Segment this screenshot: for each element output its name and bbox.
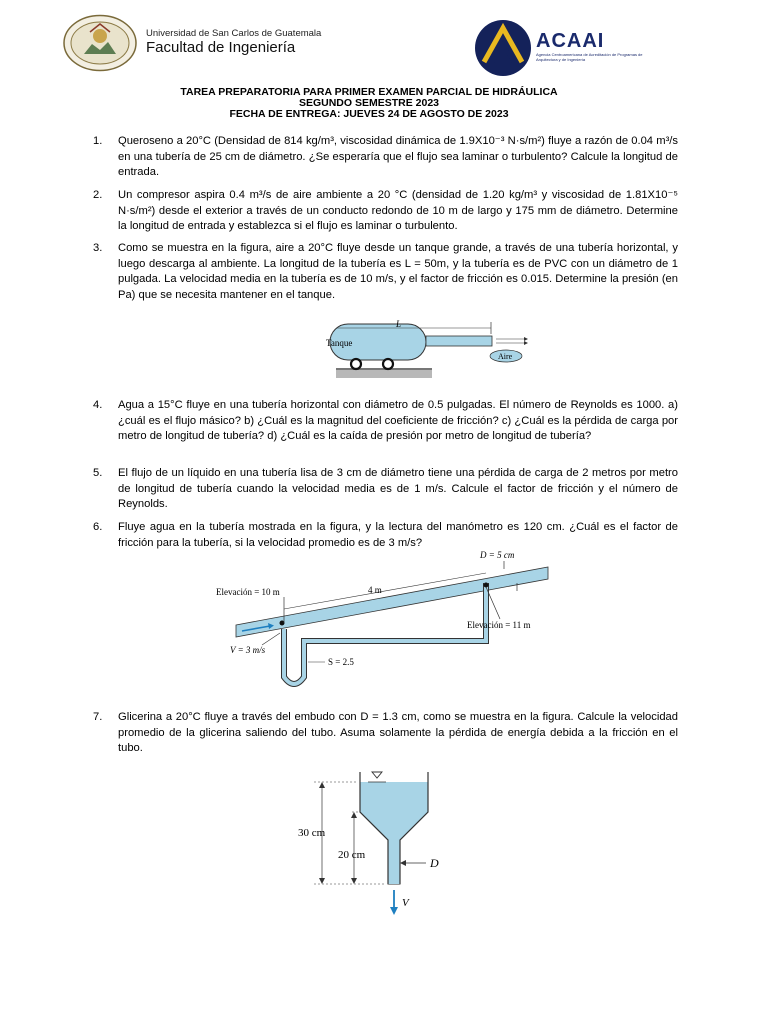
title-line-3: FECHA DE ENTREGA: JUEVES 24 DE AGOSTO DE 2023: [229, 108, 509, 120]
question-number: 5.: [93, 467, 103, 479]
question-4: [93, 398, 678, 445]
question-3: [93, 241, 678, 303]
question-5: [93, 466, 678, 513]
question-number: 6.: [93, 521, 103, 533]
pipe: [426, 336, 492, 346]
tank-label: Tanque: [326, 338, 353, 348]
question-1: [93, 134, 678, 181]
figure-funnel: [296, 764, 456, 924]
velocity-arrow-icon: [390, 907, 398, 915]
free-surface-icon: [372, 772, 382, 778]
length-label: 4 m: [368, 585, 382, 595]
height-30-label: 30 cm: [298, 827, 326, 839]
figure-tank-pipe: [326, 312, 536, 382]
question-number: 7.: [93, 711, 103, 723]
usac-seal-icon: [62, 14, 138, 72]
question-text: Queroseno a 20°C (Densidad de 814 kg/m³, viscosidad dinámica de 1.9X10⁻³ N·s/m²) fluye a razón de 0.04 m³/s en una tubería de 25 cm de diámetro. ¿Se esperaría que el flujo sea laminar o turbulento? Calcule la longitud de entrada.: [118, 135, 678, 178]
air-label: Aire: [498, 352, 513, 361]
elevation-2-label: Elevación = 11 m: [467, 620, 531, 630]
question-number: 4.: [93, 399, 103, 411]
velocity-label: V = 3 m/s: [230, 645, 266, 655]
length-label: L: [396, 319, 402, 329]
question-number: 2.: [93, 189, 103, 201]
university-name: Universidad de San Carlos de Guatemala: [146, 28, 322, 39]
document-title: [0, 87, 768, 120]
question-text: El flujo de un líquido en una tubería lisa de 3 cm de diámetro tiene una pérdida de carga de 2 metros por metro de longitud de tubería cuando la velocidad media es de 1 m/s. Calcule el factor de fricción y el número de Reynolds.: [118, 467, 678, 510]
height-20-label: 20 cm: [338, 849, 366, 861]
acaai-subtitle: Agencia Centroamericana de Acreditación de Programas de Arquitectura y de Ingeniería: [536, 52, 643, 62]
question-text: Glicerina a 20°C fluye a través del embudo con D = 1.3 cm, como se muestra en la figura. Calcule la velocidad promedio de la glicerina saliendo del tubo. Asuma solamente la pérdida de energía debida a la fricción en el tubo.: [118, 711, 678, 754]
title-line-1: TAREA PREPARATORIA PARA PRIMER EXAMEN PARCIAL DE HIDRÁULICA: [180, 86, 558, 98]
acaai-name: ACAAI: [536, 30, 605, 52]
acaai-logo-icon: [474, 18, 532, 78]
question-7: [93, 710, 678, 757]
question-number: 3.: [93, 242, 103, 254]
elevation-1-label: Elevación = 10 m: [216, 587, 280, 597]
diameter-label: D: [430, 856, 439, 870]
velocity-label: V: [402, 897, 409, 909]
question-text: Como se muestra en la figura, aire a 20°C fluye desde un tanque grande, a través de una tubería horizontal, y luego descarga al ambiente. La longitud de la tubería es L = 50m, y la tubería es de PVC con un diámetro de 1 pulgada. La velocidad media en la tubería es de 10 m/s, y el factor de fricción es 0.015. Determine la presión (en Pa) que se necesita mantener en el tanque.: [118, 242, 678, 301]
glycerin: [360, 782, 428, 884]
figure-manometer-pipe: [212, 545, 562, 695]
diameter-label: D = 5 cm: [480, 550, 515, 560]
question-2: [93, 188, 678, 235]
question-text: Fluye agua en la tubería mostrada en la figura, y la lectura del manómetro es 120 cm. ¿Cuál es el factor de fricción para la tubería, si la velocidad promedio es de 3 m/s?: [118, 521, 678, 549]
specific-gravity-label: S = 2.5: [328, 657, 354, 667]
faculty-name: Facultad de Ingeniería: [146, 39, 296, 56]
question-number: 1.: [93, 135, 103, 147]
question-text: Agua a 15°C fluye en una tubería horizontal con diámetro de 0.5 pulgadas. El número de Reynolds es 1000. a) ¿cuál es el flujo másico? b) ¿Cuál es la magnitud del coeficiente de fricción? c) ¿Cuál es la pérdida de carga por metro de longitud de tubería? d) ¿Cuál es la caída de presión por metro de longitud de tubería?: [118, 399, 678, 442]
title-line-2: SEGUNDO SEMESTRE 2023: [298, 97, 440, 109]
question-text: Un compresor aspira 0.4 m³/s de aire ambiente a 20 °C (densidad de 1.20 kg/m³ y viscosidad de 1.81X10⁻⁵ N·s/m²) desde el exterior a través de un conducto redondo de 10 m de largo y 175 mm de diámetro. Determine la longitud de entrada y establezca si el flujo es laminar o turbulento.: [118, 189, 678, 232]
